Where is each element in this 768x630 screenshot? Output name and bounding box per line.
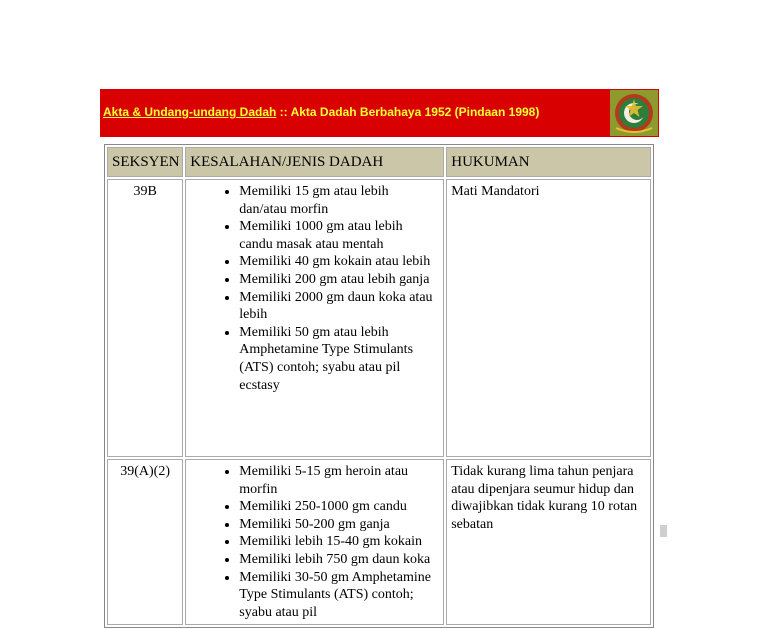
scrollbar-thumb[interactable]	[660, 525, 667, 537]
list-item: • Memiliki 50-200 gm ganja	[239, 516, 439, 534]
breadcrumb-link[interactable]: Akta & Undang-undang Dadah	[103, 105, 277, 119]
list-item: • Memiliki 2000 gm daun koka atau lebih	[239, 289, 439, 324]
list-item: • Memiliki 40 gm kokain atau lebih	[239, 253, 439, 271]
table-row	[107, 459, 651, 625]
penalty-cell: Tidak kurang lima tahun penjara atau dipenjara seumur hidup dan diwajibkan tidak kurang 10 rotan sebatan	[446, 459, 651, 625]
penalty-cell: Mati Mandatori	[446, 179, 651, 457]
col-header-offence: KESALAHAN/JENIS DADAH	[185, 147, 444, 177]
offence-list	[190, 463, 439, 621]
drug-penalty-table	[104, 144, 654, 628]
list-item: • Memiliki 200 gm atau lebih ganja	[239, 271, 439, 289]
header-title-line	[103, 105, 539, 119]
table-header-row	[107, 147, 651, 177]
section-cell: 39B	[107, 179, 183, 457]
list-item: • Memiliki 5-15 gm heroin atau morfin	[239, 463, 439, 498]
list-item: • Memiliki 50 gm atau lebih Amphetamine Type Stimulants (ATS) contoh; syabu atau pil ecstasy	[239, 324, 439, 394]
list-item: • Memiliki 30-50 gm Amphetamine Type Stimulants (ATS) contoh; syabu atau pil	[239, 569, 439, 622]
offence-cell	[185, 459, 444, 625]
list-item: • Memiliki lebih 750 gm daun koka	[239, 551, 439, 569]
col-header-penalty: HUKUMAN	[446, 147, 651, 177]
page-header-bar	[100, 89, 659, 137]
penalty-table-container	[104, 144, 654, 630]
list-item: • Memiliki lebih 15-40 gm kokain	[239, 533, 439, 551]
section-cell: 39(A)(2)	[107, 459, 183, 625]
page-title: Akta Dadah Berbahaya 1952 (Pindaan 1998)	[290, 105, 540, 119]
star-crescent-emblem-icon	[610, 90, 658, 136]
list-item: • Memiliki 1000 gm atau lebih candu masak atau mentah	[239, 218, 439, 253]
list-item: • Memiliki 250-1000 gm candu	[239, 498, 439, 516]
list-item: • Memiliki 15 gm atau lebih dan/atau morfin	[239, 183, 439, 218]
table-row	[107, 179, 651, 457]
breadcrumb-separator: ::	[276, 105, 291, 119]
offence-cell	[185, 179, 444, 457]
col-header-section: SEKSYEN	[107, 147, 183, 177]
offence-list	[190, 183, 439, 394]
